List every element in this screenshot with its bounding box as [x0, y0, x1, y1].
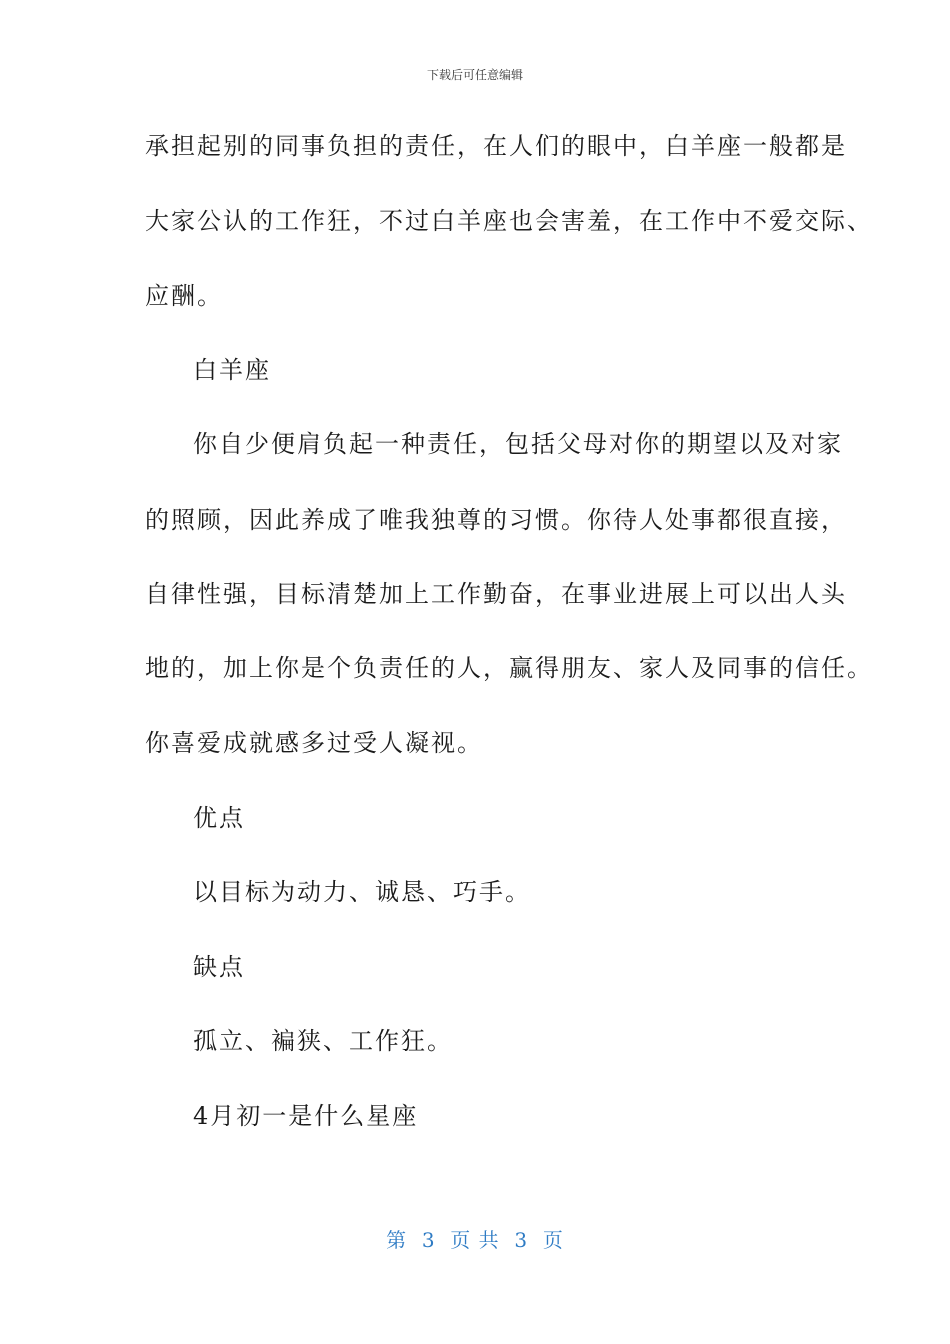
section-heading: 优点 — [193, 804, 245, 832]
section-heading: 缺点 — [193, 953, 245, 981]
body-line: 地的，加上你是个负责任的人，赢得朋友、家人及同事的信任。 — [145, 654, 873, 682]
body-line: 大家公认的工作狂，不过白羊座也会害羞，在工作中不爱交际、 — [145, 207, 873, 235]
body-line: 承担起别的同事负担的责任，在人们的眼中，白羊座一般都是 — [145, 132, 847, 160]
body-line: 你自少便肩负起一种责任，包括父母对你的期望以及对家 — [193, 430, 843, 458]
body-line: 你喜爱成就感多过受人凝视。 — [145, 729, 483, 757]
body-line: 应酬。 — [145, 282, 223, 310]
page-header: 下载后可任意编辑 — [426, 68, 523, 82]
body-line: 以目标为动力、诚恳、巧手。 — [193, 878, 531, 906]
body-line: 的照顾，因此养成了唯我独尊的习惯。你待人处事都很直接， — [145, 506, 847, 534]
body-line: 自律性强，目标清楚加上工作勤奋，在事业进展上可以出人头 — [145, 580, 847, 608]
section-heading: 4月初一是什么星座 — [193, 1102, 419, 1130]
page-number-footer: 第 3 页 共 3 页 — [386, 1228, 564, 1252]
body-line: 孤立、褊狭、工作狂。 — [193, 1027, 453, 1055]
section-heading: 白羊座 — [193, 356, 271, 384]
